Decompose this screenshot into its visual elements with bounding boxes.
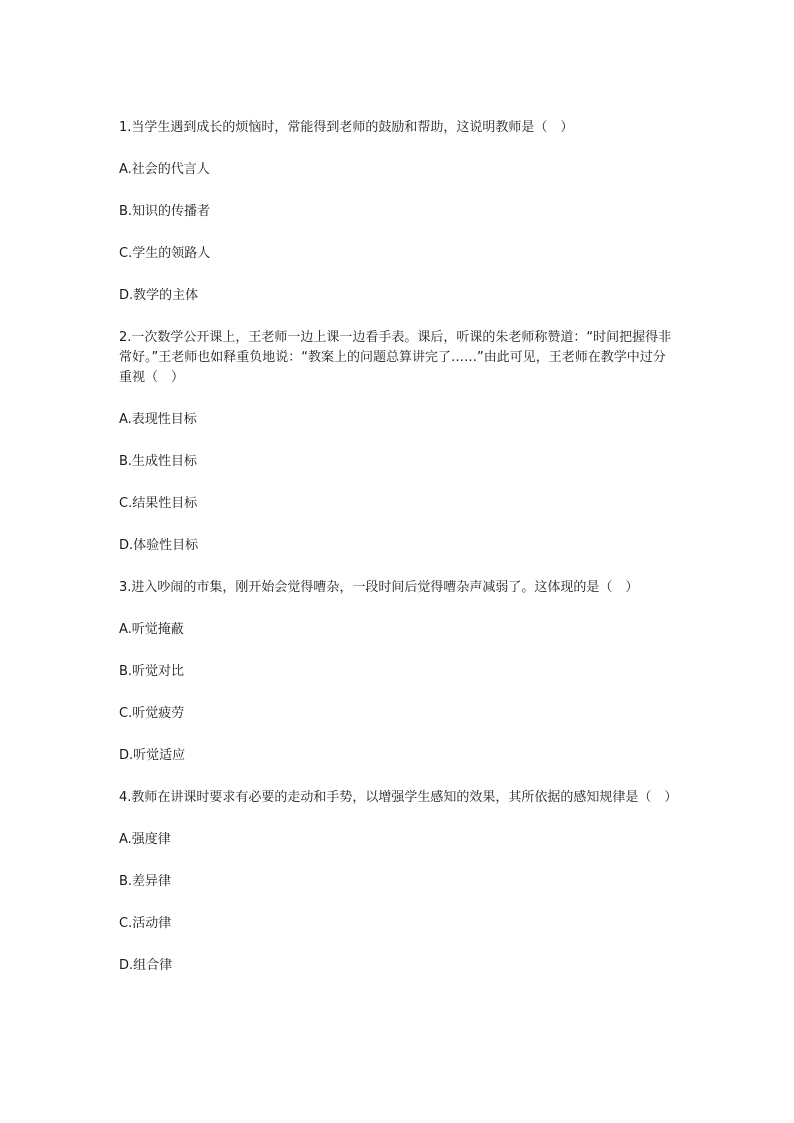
question-text: 1.当学生遇到成长的烦恼时，常能得到老师的鼓励和帮助，这说明教师是（ ） bbox=[119, 120, 574, 135]
question-text: 2.一次数学公开课上，王老师一边上课一边看手表。课后，听课的朱老师称赞道：“时间把握得非常好。”王老师也如释重负地说：“教案上的问题总算讲完了……”由此可见，王老师在教学中过分重视（ ） bbox=[119, 330, 672, 385]
option-b: B.听觉对比 bbox=[119, 664, 185, 679]
option-d: D.教学的主体 bbox=[119, 288, 199, 303]
option-b: B.差异律 bbox=[119, 874, 172, 889]
option-c: C.听觉疲劳 bbox=[119, 706, 185, 721]
question-4 bbox=[119, 788, 678, 976]
question-text: 3.进入吵闹的市集，刚开始会觉得嘈杂，一段时间后觉得嘈杂声减弱了。这体现的是（ ） bbox=[119, 580, 639, 595]
question-2 bbox=[119, 328, 675, 556]
question-1 bbox=[119, 118, 675, 306]
option-d: D.组合律 bbox=[119, 958, 173, 973]
option-c: C.活动律 bbox=[119, 916, 172, 931]
question-text: 4.教师在讲课时要求有必要的走动和手势，以增强学生感知的效果，其所依据的感知规律是（ ） bbox=[119, 790, 678, 805]
option-a: A.强度律 bbox=[119, 832, 171, 847]
option-d: D.听觉适应 bbox=[119, 748, 186, 763]
document-body bbox=[119, 118, 678, 998]
option-a: A.社会的代言人 bbox=[119, 162, 210, 177]
option-c: C.结果性目标 bbox=[119, 496, 198, 511]
option-d: D.体验性目标 bbox=[119, 538, 199, 553]
question-3 bbox=[119, 578, 675, 766]
option-c: C.学生的领路人 bbox=[119, 246, 211, 261]
option-a: A.听觉掩蔽 bbox=[119, 622, 184, 637]
option-a: A.表现性目标 bbox=[119, 412, 197, 427]
option-b: B.生成性目标 bbox=[119, 454, 198, 469]
option-b: B.知识的传播者 bbox=[119, 204, 211, 219]
